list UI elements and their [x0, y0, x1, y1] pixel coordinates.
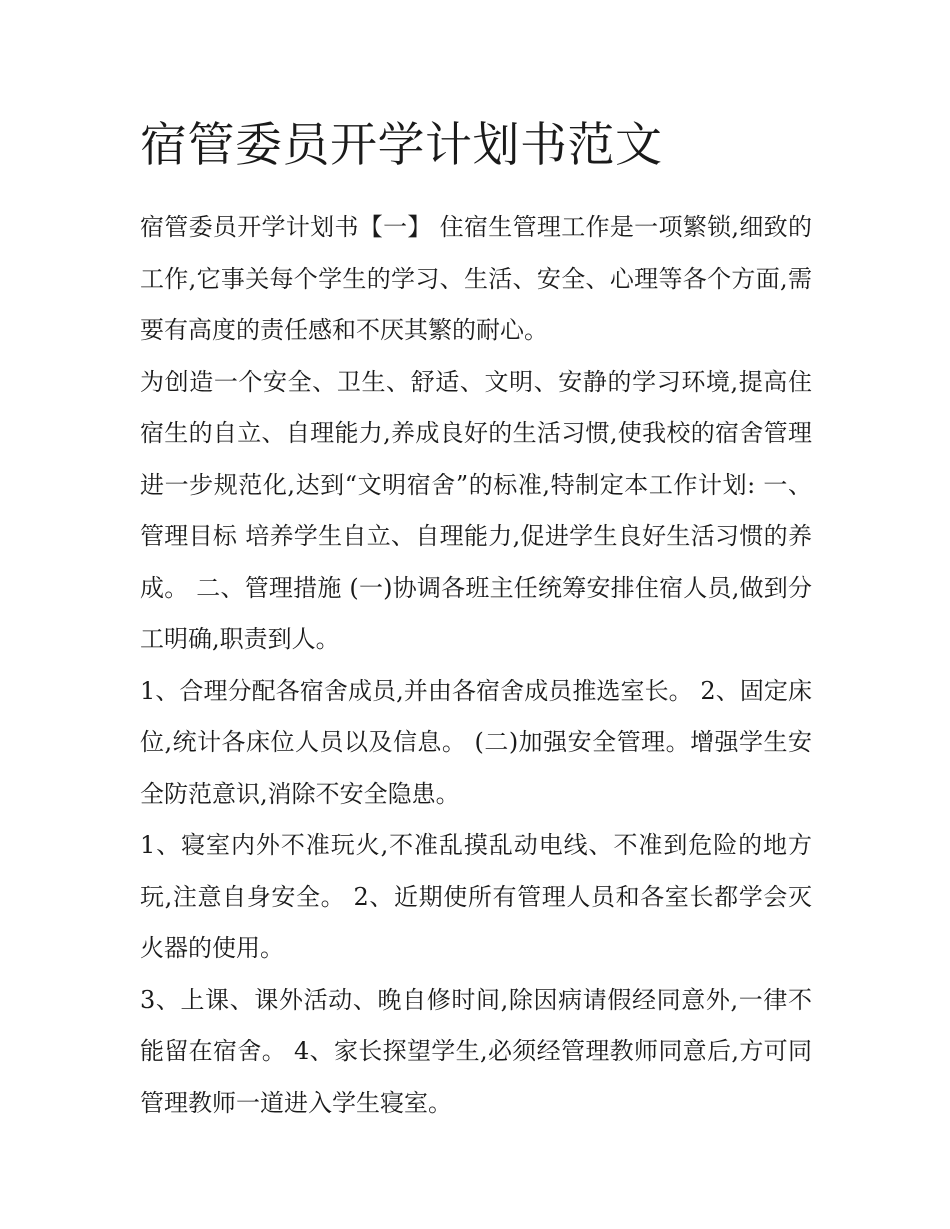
paragraph-attendance-rules: 3、上课、课外活动、晚自修时间,除因病请假经同意外,一律不能留在宿舍。 4、家长探望学生,必须经管理教师同意后,方可同管理教师一道进入学生寝室。: [140, 985, 812, 1117]
paragraph-safety-rules: 1、寝室内外不准玩火,不准乱摸乱动电线、不准到危险的地方玩,注意自身安全。 2、近期使所有管理人员和各室长都学会灭火器的使用。: [140, 831, 812, 962]
document-body: [140, 112, 812, 1129]
paragraph-intro: 宿管委员开学计划书【一】 住宿生管理工作是一项繁锁,细致的工作,它事关每个学生的学习、生活、安全、心理等各个方面,需要有高度的责任感和不厌其繁的耐心。: [140, 213, 812, 344]
paragraph-dorm-assignment: 1、合理分配各宿舍成员,并由各宿舍成员推选室长。 2、固定床位,统计各床位人员以及信息。 (二)加强安全管理。增强学生安全防范意识,消除不安全隐患。: [140, 676, 812, 808]
document-title: 宿管委员开学计划书范文: [140, 118, 663, 173]
paragraph-goals-measures: 为创造一个安全、卫生、舒适、文明、安静的学习环境,提高住宿生的自立、自理能力,养成良好的生活习惯,使我校的宿舍管理进一步规范化,达到“文明宿舍”的标准,特制定本工作计划: 一、管理目标 培养学生自立、自理能力,促进学生良好生活习惯的养成。 二、管理措施 (一)协调各班主任统筹安排住宿人员,做到分工明确,职责到人。: [140, 367, 812, 653]
